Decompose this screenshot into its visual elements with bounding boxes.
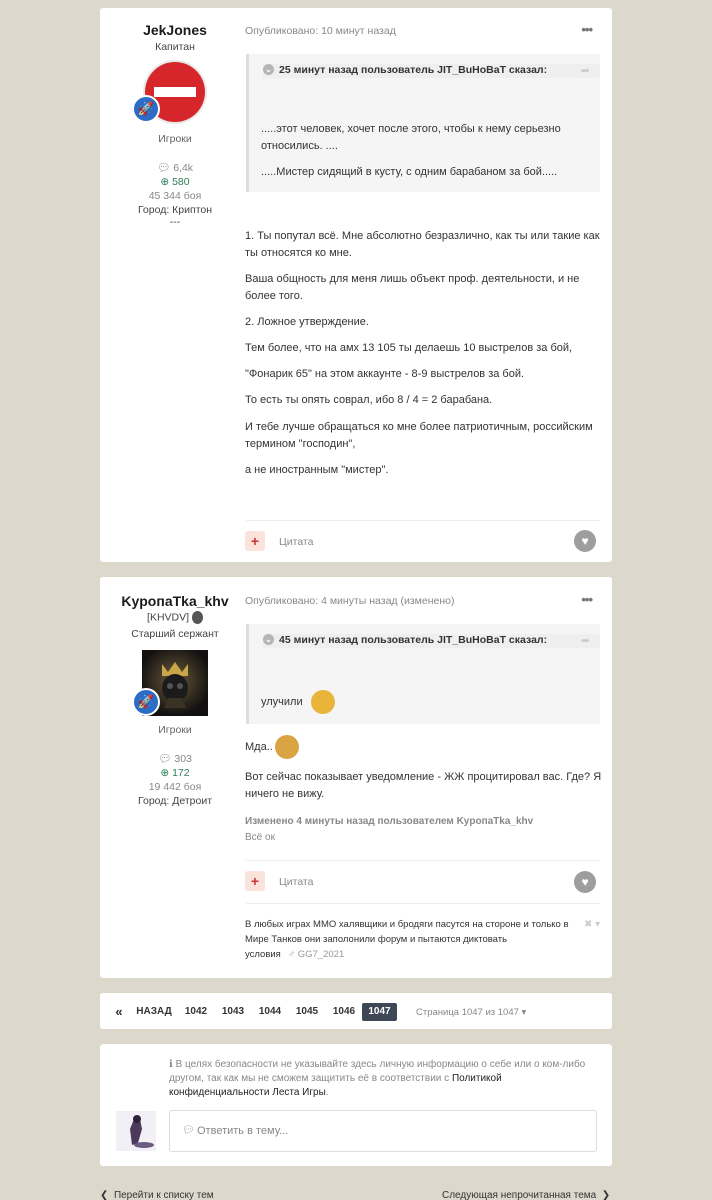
plus-circle-icon: ⊕ [160,767,170,779]
quote-button[interactable]: Цитата [279,876,314,888]
user-avatar [116,1111,156,1151]
quote-line: .....Мистер сидящий в кусту, с одним барабаном за бой..... [261,166,558,178]
clan-emblem-icon [192,611,203,624]
more-options-icon[interactable]: ••• [581,592,592,607]
page-link[interactable]: 1046 [332,1006,356,1017]
avatar[interactable] [137,59,208,125]
chevron-down-icon: ⌄ [263,634,274,645]
rank-badge-icon: 🚀 [132,95,160,123]
page-info-text: Страница 1047 из 1047 [416,1007,519,1018]
reputation-value: 172 [172,767,190,779]
quote-line: .....этот человек, хочет после этого, чтобы к нему серьезно [261,123,561,135]
post-text: 1. Ты попутал всё. Мне абсолютно безразлично, как ты или такие как [245,230,600,242]
post-card [100,8,612,562]
share-quote-icon[interactable]: ➦ [580,65,590,77]
post-text: Ваша общность для меня лишь объект проф. деятельности, и не [245,273,580,285]
post-text: Вот сейчас показывает уведомление - ЖЖ процитировал вас. Где? Я [245,771,602,783]
signature-text: Мире Танков они заполонили форум и пытаются диктовать [245,934,508,945]
back-to-topics-link[interactable] [100,1190,214,1200]
next-unread-label: Следующая непрочитанная тема [442,1190,597,1200]
divider [246,903,600,904]
notice-text: В целях безопасности не указывайте здесь личную информацию о себе или о ком-либо [175,1059,586,1070]
divider [246,520,600,521]
post-count-value: 303 [174,753,192,765]
notice-text: . [325,1087,329,1098]
battle-count: 19 442 боя [148,781,202,793]
quote-button[interactable]: Цитата [279,536,314,548]
reply-input[interactable] [169,1110,597,1152]
post-text: термином "господин", [245,438,356,450]
post-text: ничего не вижу. [245,788,325,800]
chat-bubble-icon: 💬︎ [158,753,172,765]
privacy-notice [169,1058,599,1100]
share-quote-icon[interactable]: ➦ [580,635,590,647]
quote-block [246,624,600,724]
clan-tag[interactable]: [KHVDV] [147,611,190,624]
author-username[interactable]: JekJones [143,22,207,38]
crying-emoji-icon [275,735,299,759]
post-count-value: 6,4k [173,162,194,174]
back-to-topics-label: Перейти к списку тем [113,1190,214,1200]
page-link[interactable]: 1042 [184,1006,208,1017]
post-count [100,161,250,175]
pagination [100,993,612,1029]
author-panel [100,8,250,227]
post-count [100,752,250,766]
divider [246,860,600,861]
edit-reason: Всё ок [245,832,275,843]
post-text: То есть ты опять соврал, ибо 8 / 4 = 2 барабана. [245,394,493,406]
quote-header-text: 25 минут назад пользователь JIT_BuHoBaT сказал: [279,64,548,76]
current-page[interactable]: 1047 [362,1003,397,1021]
post-date[interactable]: Опубликовано: 10 минут назад [245,25,396,37]
chevron-right-icon: ❯ [596,1190,611,1200]
chevron-down-icon: ⌄ [263,64,274,75]
post-text: а не иностранным "мистер". [245,464,389,476]
quote-block [246,54,600,192]
figure-avatar-icon [116,1111,156,1151]
author-stats [100,161,250,227]
more-options-icon[interactable]: ••• [581,22,592,37]
post-date[interactable]: Опубликовано: 4 минуты назад (изменено) [245,595,455,607]
quote-header[interactable] [263,64,600,78]
author-username[interactable]: KypoпaTka_khv [121,593,229,609]
user-icon: ♂︎ [288,949,298,960]
author-city: Город: Детроит [138,795,212,807]
signature-author-name: GG7_2021 [297,949,345,960]
page-jump-dropdown[interactable] [416,1007,526,1018]
reputation-value: 580 [172,176,190,188]
author-group: Игроки [158,133,192,145]
quote-line: относились. .... [261,140,338,152]
quote-line: улучили [261,696,303,708]
signature-author[interactable] [288,947,344,962]
privacy-policy-link[interactable]: конфиденциальности Леста Игры [169,1087,326,1098]
rank-badge-icon: 🚀 [132,688,160,716]
heart-icon[interactable]: ♥ [574,530,596,552]
page-link[interactable]: 1043 [221,1006,245,1017]
privacy-policy-link[interactable]: Политикой [451,1073,502,1084]
chat-bubble-icon: 💬︎ [156,162,171,174]
author-group: Игроки [158,724,192,736]
prev-page-button[interactable]: НАЗАД [136,1006,172,1017]
notice-text: другом, так как мы не сможем защитить её в соответствии с [169,1073,450,1084]
multiquote-plus-button[interactable]: + [245,531,265,551]
avatar[interactable] [137,650,208,716]
author-rank: Капитан [155,41,195,53]
post-card [100,577,612,978]
post-text: "Фонарик 65" на этом аккаунте - 8-9 выстрелов за бой. [245,368,525,380]
caret-down-icon: ▾ [521,1007,527,1018]
reputation [100,175,250,189]
first-page-button[interactable]: « [115,1004,123,1019]
hide-signature-icon[interactable]: ✖ ▾ [584,919,601,930]
reply-panel [100,1044,612,1166]
quote-header[interactable] [263,634,600,648]
author-stats [100,752,250,808]
quote-header-text: 45 минут назад пользователь JIT_BuHoBaT сказал: [279,634,548,646]
author-city: Город: Криптон [137,204,213,216]
author-rank: Старший сержант [131,628,219,640]
battle-count: 45 344 боя [148,190,202,202]
chevron-left-icon: ❮ [100,1190,114,1200]
chat-bubble-icon: 💬︎ [182,1125,195,1136]
post-text: 2. Ложное утверждение. [245,316,369,328]
post-text: Мда.. [245,741,273,753]
page-link[interactable]: 1045 [295,1006,319,1017]
author-clan [100,611,250,624]
post-text: более того. [245,290,303,302]
post-text: Тем более, что на амх 13 105 ты делаешь 10 выстрелов за бой, [245,342,573,354]
signature-text: В любых играх ММО халявщики и бродяги пасутся на стороне и только в [245,919,569,930]
author-panel [100,577,250,808]
page-link[interactable]: 1044 [258,1006,282,1017]
info-icon: ℹ︎ [169,1059,173,1070]
edited-notice: Изменено 4 минуты назад пользователем KypoпaTka_khv [245,816,534,827]
heart-icon[interactable]: ♥ [574,871,596,893]
post-text: И тебе лучше обращаться ко мне более патриотичным, российским [245,421,593,433]
author-dashes: --- [169,216,181,228]
post-text: ты относятся ко мне. [245,247,352,259]
reputation [100,766,250,780]
reply-placeholder: Ответить в тему... [197,1125,289,1137]
laughing-emoji-icon [311,690,335,714]
plus-circle-icon: ⊕ [160,176,170,188]
multiquote-plus-button[interactable]: + [245,871,265,891]
signature-text: условия [245,949,281,960]
next-unread-link[interactable] [442,1190,610,1200]
